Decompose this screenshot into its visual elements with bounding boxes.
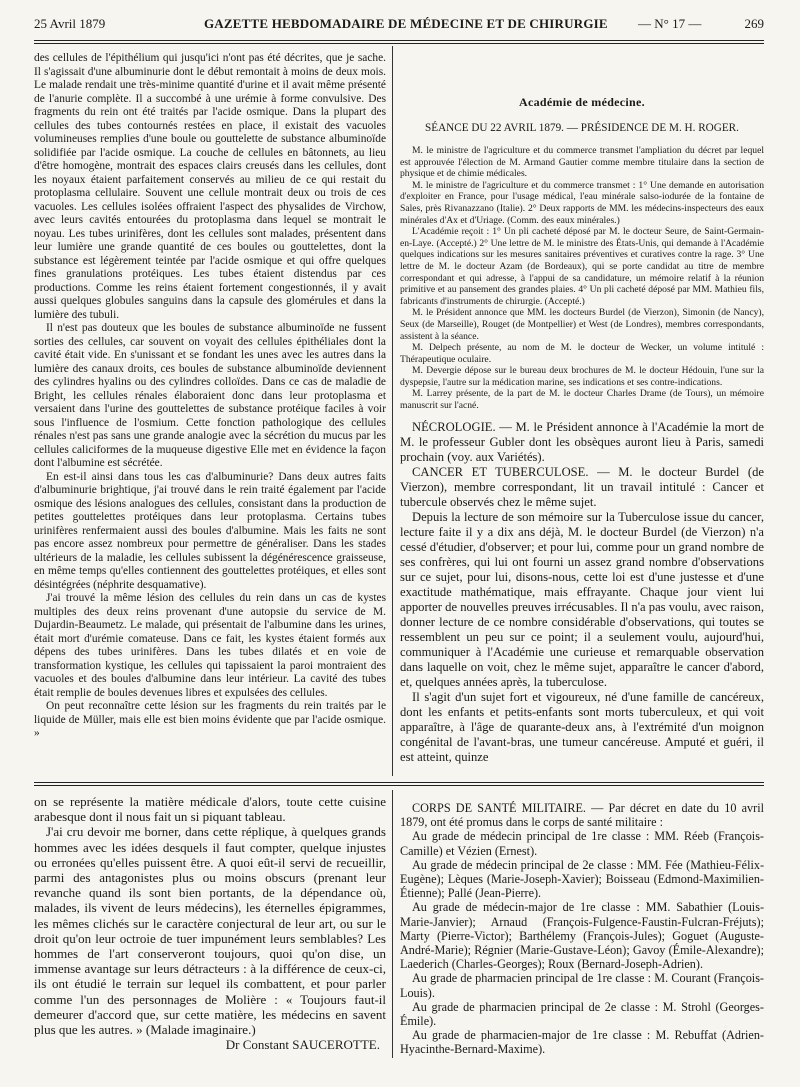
minutes-paragraph: L'Académie reçoit : 1° Un pli cacheté déposé par M. le docteur Seure, de Saint-Germain-en-Laye. (Accepté.) 2° Une lettre de M. le ministre des États-Unis, qui demande à l'Académie quelques indications sur les mesures sanitaires préventives et curatives contre la rage. 3° Une lettre de M. le docteur Azam (de Bordeaux), qui se porte candidat au titre de membre correspondant et qui adresse, à l'appui de sa candidature, un mémoire relatif à la réunion primitive et au pansement des grandes plaies. 4° Un pli cacheté déposé par MM. Mathieu fils, fabricants d'instruments de chirurgie. (Accepté.) xyxy=(400,226,764,307)
section-divider xyxy=(34,782,764,783)
report-paragraph: CANCER ET TUBERCULOSE. — M. le docteur Burdel (de Vierzon), membre correspondant, lit un travail intitulé : Cancer et tubercule observés chez le même sujet. xyxy=(400,464,764,509)
promotion-entry: Au grade de médecin principal de 1re classe : MM. Réeb (François-Camille) et Vézien (Ernest). xyxy=(400,829,764,858)
report-paragraph: Depuis la lecture de son mémoire sur la Tuberculose issue du cancer, lecture faite il y a dix ans déjà, M. le docteur Burdel (de Vierzon) n'a cessé d'étudier, d'observer; et pour lui, comme pour un grand nombre de ses confrères, qui lui ont fourni un assez grand nombre d'observations sur ce sujet, pour lui, disons-nous, cette loi est d'une justesse et d'une exactitude mathématique, mais effrayante. Chaque jour vient lui apporter de nouvelles preuves irrécusables. Il n'a pas voulu, avec raison, donner lecture de ce nombre considérable d'observations, qui toutes se ressemblent un peu sur ce point; il a seulement voulu, aujourd'hui, communiquer à l'Académie une curieuse et remarquable observation dans laquelle on voit, chez le même sujet, apparaître le cancer d'abord, et, quelques années après, la tuberculose. xyxy=(400,509,764,689)
minutes-paragraph: M. Devergie dépose sur le bureau deux brochures de M. le docteur Hédouin, l'une sur la dyspepsie, l'autre sur la médication marine, ses indications et ses contre-indications. xyxy=(400,365,764,388)
column-right-top xyxy=(400,52,764,765)
column-right-bottom xyxy=(400,801,764,1057)
issue-date: 25 Avril 1879 xyxy=(34,16,106,31)
report-paragraph: NÉCROLOGIE. — M. le Président annonce à l'Académie la mort de M. le professeur Gubler dont les obsèques auront lieu à Paris, samedi prochain (voy. aux Variétés). xyxy=(400,419,764,464)
section-divider-double xyxy=(34,785,764,786)
promotion-entry: Au grade de pharmacien principal de 1re classe : M. Courant (François-Louis). xyxy=(400,971,764,1000)
paragraph: J'ai cru devoir me borner, dans cette réplique, à quelques grands hommes avec les idées desquels il faut compter, quelque injustes ou erronées qu'elles puissent être. A quoi eût-il servi de recueillir, parmi des antagonistes plus ou moins obscurs (prenant leur revanche quand ils sont bien portants, de la dépendance où, malades, ils vivent de leurs médecins), les éternelles épigrammes, les mêmes clichés sur le caractère conjectural de leur art, ou sur le droit qu'on leur octroie de tuer impunément leurs semblables? Les hommes de l'art conserveront toujours, quoi qu'on dise, un immense avantage sur leurs détracteurs : à la différence de ceux-ci, ils ont étudié le terrain sur lequel ils combattent, et pour parler comme l'un des personnages de Molière : « Toujours faut-il demeurer d'accord que, sur cette matière, les médecins en savent plus que les autres. » (Malade imaginaire.) xyxy=(34,824,386,1038)
promotion-entry: Au grade de pharmacien-major de 1re classe : M. Rebuffat (Adrien-Hyacinthe-Bernard-Maxime). xyxy=(400,1028,764,1057)
paragraph: des cellules de l'épithélium qui jusqu'ici n'ont pas été décrites, que je sache. Il s'agissait d'une albuminurie dont le début remontait à moins de deux mois. Le malade rendait une très-minime quantité d'urine et il avait même présenté de l'anurie complète. Il a succombé à une urémie à forme convulsive. Des fragments du rein ont été traités par l'acide osmique. Dans la plupart des cellules des tubes contournés restées en place, il existait des vacuoles volumineuses remplies d'une boule ou gouttelette de substance albuminoïde solidifiée par l'acide osmique. La couche de cellules en bâtonnets, au lieu d'être homogène, montrait des espaces clairs creusés dans les cellules, dont les noyaux étaient parfaitement conservés au milieu de ce qui restait du protoplasma cellulaire. Souvent une cellule montrait deux ou trois de ces vacuoles. Les cellules isolées offraient l'aspect des physalides de Virchow, avec leurs cavités entourées du protoplasma dans lequel se montrait le noyau. Les tubes urinifères, dont les cellules sont malades, présentent dans leur lumière une grande quantité de ces boules ou gouttelettes, dont la substance est légèrement teintée par l'acide osmique et qui offre quelques fines granulations protéiques. Les tubes étaient distendus par ces productions. Comme les reins étaient fortement congestionnés, il y avait aussi quelques globules sanguins dans la capsule des glomérules et dans la lumière des tubuli. xyxy=(34,52,386,321)
report-block xyxy=(400,420,764,765)
paragraph: on se représente la matière médicale d'alors, toute cette cuisine arabesque dont il nous fait un si piquant tableau. xyxy=(34,794,386,825)
minutes-block xyxy=(400,145,764,412)
header-rule-double xyxy=(34,43,764,44)
journal-title: GAZETTE HEBDOMADAIRE DE MÉDECINE ET DE CHIRURGIE xyxy=(204,16,608,31)
paragraph: CORPS DE SANTÉ MILITAIRE. — Par décret en date du 10 avril 1879, ont été promus dans le corps de santé militaire : xyxy=(400,801,764,830)
section-title: Académie de médecine. xyxy=(519,95,645,109)
promotion-entry: Au grade de médecin principal de 2e classe : MM. Fée (Mathieu-Félix-Eugène); Lèques (Marie-Joseph-Xavier); Boisseau (Edmond-Maximilien-Étienne); Pallé (Jean-Pierre). xyxy=(400,857,764,901)
paragraph: On peut reconnaître cette lésion sur les fragments du rein traités par le liquide de Müller, mais elle est bien moins évidente que par l'acide osmique. » xyxy=(34,700,386,739)
promotion-entry: Au grade de médecin-major de 1re classe : MM. Sabathier (Louis-Marie-Janvier); Arnaud (François-Fulgence-Faustin-Fulcran-Fréjuts); Marty (Pierre-Victor); Barthélemy (François-Jules); Goguet (Auguste-André-Marie); Régnier (Marie-Gustave-Léon); Gavoy (Émile-Alexandre); Laederich (Charles-Georges); Roux (Bernard-Joseph-Adrien). xyxy=(400,900,764,972)
running-header xyxy=(34,14,764,38)
paragraph: Il n'est pas douteux que les boules de substance albuminoïde ne fussent sorties des cellules, car souvent on voyait des cellules épithéliales dont la cavité était vide. En s'unissant et se fondant les unes avec les autres dans la lumière des canaux droits, ces boules de substance albuminoïde deviennent des cylindres hyalins ou des cylindres colloïdes. Dans ce cas de maladie de Bright, les cellules rénales élaboraient donc dans leur protoplasma et versaient dans l'urine des gouttelettes de substance protéique faciles à voir sous l'influence de l'osmium. Cette fonction pathologique des cellules rénales n'est pas sans une grande analogie avec la sécrétion du mucus par les cellules caliciformes de la muqueuse digestive Elle met en évidence la façon dont l'albumine est sécrétée. xyxy=(34,322,386,469)
signature: Dr Constant SAUCEROTTE. xyxy=(225,1037,380,1053)
minutes-paragraph: M. Delpech présente, au nom de M. le docteur de Wecker, un volume intitulé : Thérapeutique oculaire. xyxy=(400,342,764,365)
column-divider xyxy=(392,46,393,776)
paragraph: J'ai trouvé la même lésion des cellules du rein dans un cas de kystes multiples des deux reins provenant d'une autopsie du service de M. Dujardin-Beaumetz. Le malade, qui présentait de l'albumine dans les urines, était mort d'urémie comateuse. Dans ce fait, les kystes étaient formés aux dépens des tubes urinifères. Dans les tubes dilatés et en voie de transformation kystique, les cellules qui tapissaient la paroi montraient des vacuoles et des boules d'albumine dans leur intérieur. La cavité des tubes était remplie de boules devenues libres et expulsées des cellules. xyxy=(34,592,386,699)
minutes-paragraph: M. le Président annonce que MM. les docteurs Burdel (de Vierzon), Simonin (de Nancy), Seux (de Marseille), Rouget (de Montpellier) et West (de Londres), membres correspondants, assistent à la séance. xyxy=(400,307,764,342)
minutes-paragraph: M. le ministre de l'agriculture et du commerce transmet l'ampliation du décret par lequel est approuvée l'élection de M. Armand Gautier comme membre titulaire dans la section de physique et de chimie médicales. xyxy=(400,145,764,180)
report-paragraph: Il s'agit d'un sujet fort et vigoureux, né d'une famille de cancéreux, dont les enfants et petits-enfants sont morts tuberculeux, et qui voit apparaître, à l'âge de quarante-deux ans, à l'extrémité d'un moignon congénital de l'avant-bras, une tumeur cancéreuse. Amputé et guéri, il est atteint, quinze xyxy=(400,689,764,764)
column-divider-bottom xyxy=(392,790,393,1058)
minutes-paragraph: M. Larrey présente, de la part de M. le docteur Charles Drame (de Tours), un mémoire manuscrit sur l'acné. xyxy=(400,388,764,412)
header-rule xyxy=(34,40,764,41)
minutes-paragraph: M. le ministre de l'agriculture et du commerce transmet : 1° Une demande en autorisation d'exploiter en France, pour l'usage médical, l'eau minérale salso-iodurée de la fontaine de Sales, près Rivanazzano (Italie). 2° Deux rapports de MM. les médecins-inspecteurs des eaux minérales d'Ax et d'Uriage. (Comm. des eaux minérales.) xyxy=(400,179,764,226)
column-left-top xyxy=(34,52,386,741)
issue-number: — N° 17 — xyxy=(638,16,702,31)
promotion-entry: Au grade de pharmacien principal de 2e classe : M. Strohl (Georges-Émile). xyxy=(400,999,764,1029)
column-left-bottom xyxy=(34,794,386,1052)
page-number: 269 xyxy=(744,16,764,31)
session-heading: SÉANCE DU 22 AVRIL 1879. — PRÉSIDENCE DE M. H. ROGER. xyxy=(425,121,739,134)
paragraph: En est-il ainsi dans tous les cas d'albuminurie? Dans deux autres faits d'albuminurie brightique, j'ai trouvé dans le rein traité également par l'acide osmique des lésions analogues des cellules, consistant dans la production de petites gouttelettes protéiques dans leur protoplasma. Certains tubes urinifères renfermaient aussi des boules d'albumine. Mais les faits ne sont pas encore assez nombreux pour permettre de généraliser. Dans les stades ultérieurs de la maladie, les cellules subissent la dégénérescence graisseuse, en même temps qu'elles contiennent des gouttelettes protéiques, et elles sont désintégrées (néphrite desquamative). xyxy=(34,470,386,591)
